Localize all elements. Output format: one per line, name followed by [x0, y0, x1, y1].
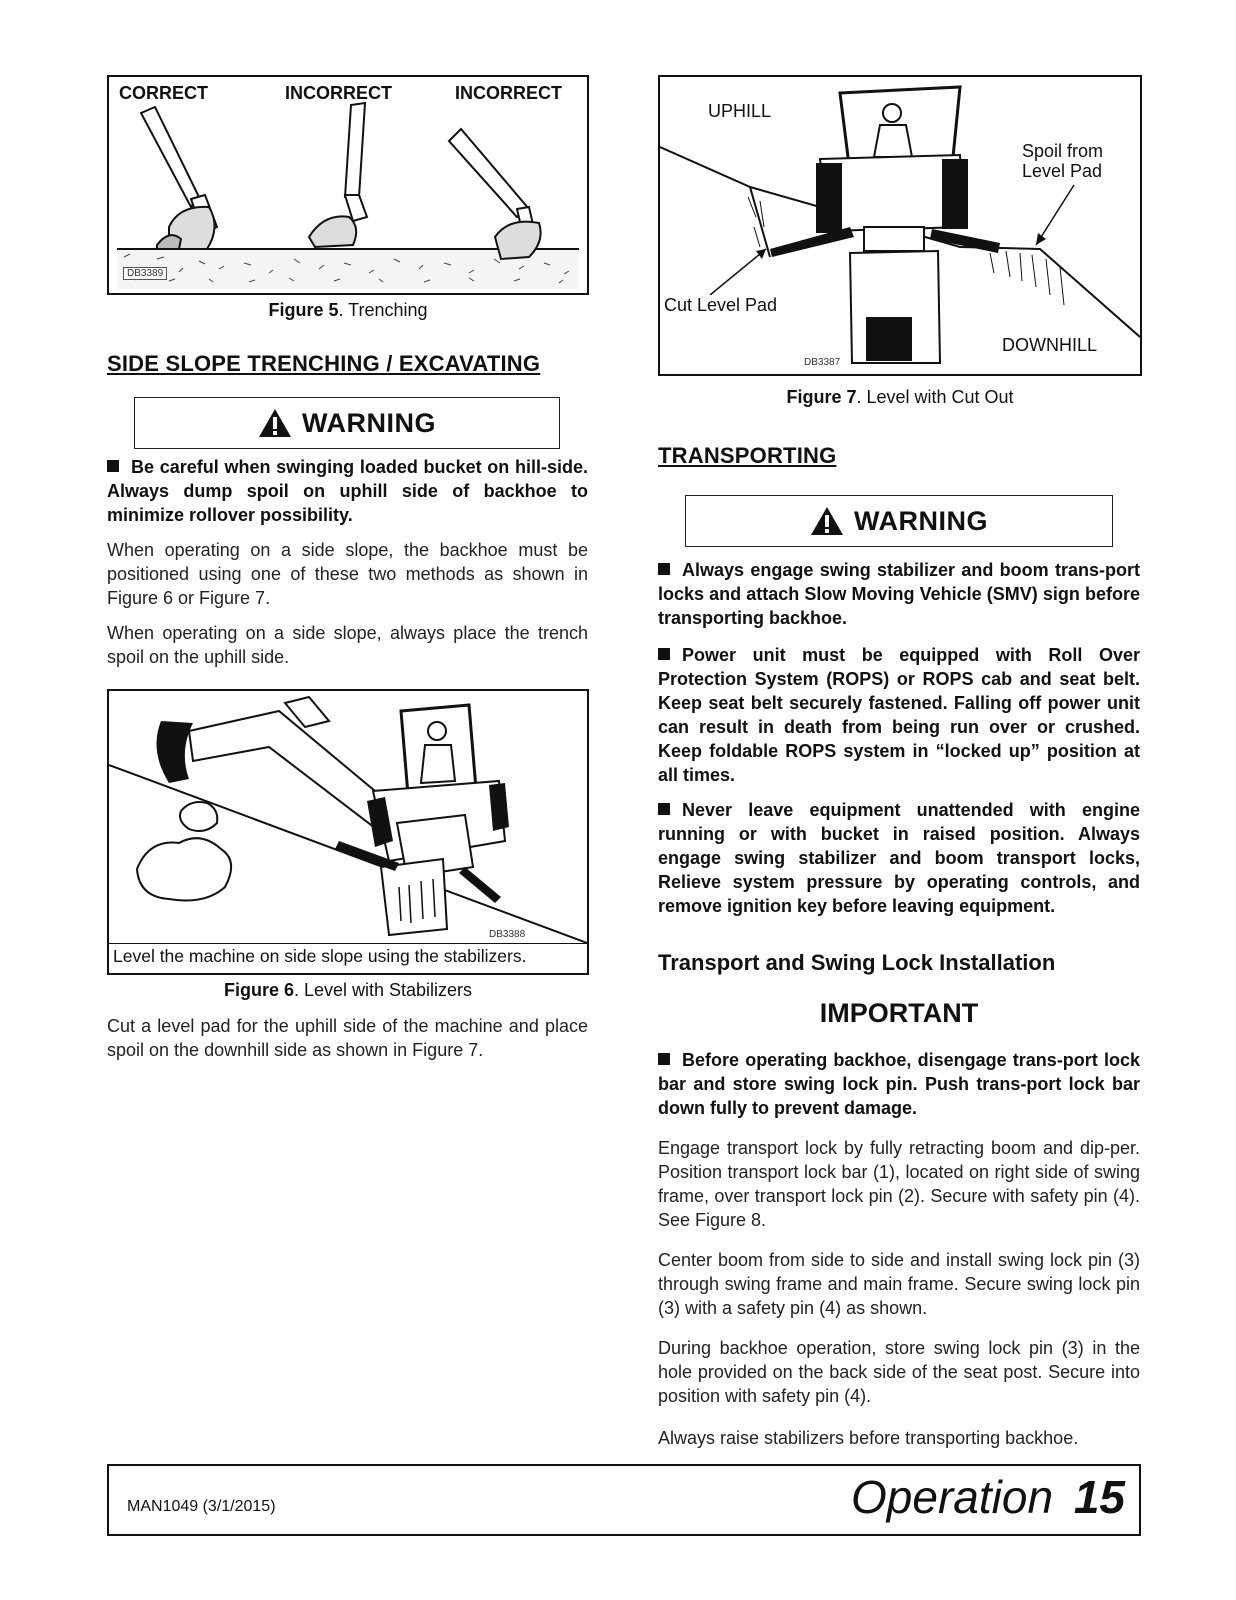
footer-page-number: 15: [1073, 1471, 1125, 1523]
paragraph-side-slope-1: When operating on a side slope, the backhoe must be positioned using one of these two methods as shown in Figure 6 or Figure 7.: [107, 540, 588, 608]
figure-7-caption: [658, 387, 1142, 408]
warning-1-text: [107, 455, 588, 527]
figure-5-label-incorrect-1: INCORRECT: [285, 83, 392, 103]
figure-6-level-with-stabilizers: [107, 689, 589, 975]
page-footer: [107, 1464, 1141, 1536]
figure-5-label-correct: CORRECT: [119, 83, 208, 103]
warning-2-item-2-text: Power unit must be equipped with Roll Over Protection System (ROPS) or ROPS cab and seat belt. Keep seat belt securely fastened. Falling off power unit can result in death from being run over or crushed. Keep foldable ROPS system in “locked up” position at all times.: [658, 645, 1140, 785]
bullet-square-icon: [658, 1053, 670, 1065]
figure-6-inner-caption: Level the machine on side slope using the stabilizers.: [113, 946, 527, 966]
warning-1-text-content: Be careful when swinging loaded bucket on hill-side. Always dump spoil on uphill side of backhoe to minimize rollover possibility.: [107, 457, 588, 525]
figure-5-label-incorrect-2: INCORRECT: [455, 83, 562, 103]
warning-triangle-icon: [810, 506, 844, 536]
footer-section-name: Operation: [851, 1471, 1054, 1523]
warning-box-1: [134, 397, 560, 449]
figure-5-illustration: [109, 77, 587, 293]
subsection-heading-transport-swing-lock: Transport and Swing Lock Installation: [658, 950, 1056, 975]
figure-7-code: DB3387: [804, 357, 841, 368]
figure-5-code: DB3389: [123, 267, 167, 280]
footer-manual-id: MAN1049 (3/1/2015): [127, 1498, 276, 1515]
warning-2-item-2: [658, 643, 1140, 787]
figure-7-caption-number: Figure 7: [786, 387, 857, 407]
paragraph-side-slope-2: When operating on a side slope, always place the trench spoil on the uphill side.: [107, 623, 588, 667]
figure-5-caption: [107, 300, 589, 321]
important-text-content: Before operating backhoe, disengage trans-port lock bar and store swing lock pin. Push trans-port lock bar down fully to prevent damage.: [658, 1050, 1140, 1118]
figure-6-caption-number: Figure 6: [223, 980, 294, 1000]
bullet-square-icon: [658, 648, 670, 660]
figure-7-label-uphill: UPHILL: [708, 101, 772, 121]
warning-label-2: WARNING: [854, 505, 988, 536]
important-text: [658, 1048, 1140, 1120]
figure-6-caption: [107, 980, 589, 1001]
warning-label-1: WARNING: [302, 407, 436, 438]
paragraph-transport-2: Center boom from side to side and install swing lock pin (3) through swing frame and main frame. Secure swing lock pin (3) with a safety pin (4) as shown.: [658, 1250, 1140, 1318]
figure-6-code: DB3388: [489, 929, 526, 940]
warning-2-item-1-text: Always engage swing stabilizer and boom trans-port locks and attach Slow Moving Vehicle (SMV) sign before transporting backhoe.: [658, 560, 1140, 628]
figure-6-caption-text: . Level with Stabilizers: [293, 980, 473, 1000]
paragraph-cut-level-pad: Cut a level pad for the uphill side of the machine and place spoil on the downhill side as shown in Figure 7.: [107, 1016, 588, 1060]
warning-2-item-1: [658, 558, 1140, 630]
figure-7-label-cut: Cut Level Pad: [664, 295, 778, 315]
figure-6-divider: [109, 943, 587, 944]
paragraph-transport-4: Always raise stabilizers before transporting backhoe.: [658, 1428, 1079, 1448]
paragraph-transport-3: During backhoe operation, store swing lock pin (3) in the hole provided on the back side of the seat post. Secure into position with safety pin (4).: [658, 1338, 1140, 1406]
figure-5-caption-number: Figure 5: [268, 300, 339, 320]
section-heading-side-slope: SIDE SLOPE TRENCHING / EXCAVATING: [107, 351, 541, 376]
figure-7-level-with-cut-out: [658, 75, 1142, 376]
bullet-square-icon: [658, 563, 670, 575]
paragraph-transport-1: Engage transport lock by fully retracting boom and dip-per. Position transport lock bar (1), located on right side of swing frame, over transport lock pin (2). Secure with safety pin (4). See Figure 8.: [658, 1138, 1140, 1230]
bullet-square-icon: [658, 803, 670, 815]
figure-7-label-downhill: DOWNHILL: [1002, 335, 1098, 355]
warning-2-item-3: [658, 798, 1140, 918]
warning-triangle-icon: [258, 408, 292, 438]
figure-5-caption-text: . Trenching: [338, 300, 428, 320]
section-heading-transporting: TRANSPORTING: [658, 443, 837, 468]
figure-7-caption-text: . Level with Cut Out: [856, 387, 1014, 407]
footer-section-title: [851, 1470, 1125, 1524]
warning-box-2: [685, 495, 1113, 547]
bullet-square-icon: [107, 460, 119, 472]
important-heading: IMPORTANT: [819, 998, 979, 1028]
figure-7-label-spoil: Spoil from Level Pad: [1022, 141, 1104, 181]
warning-2-item-3-text: Never leave equipment unattended with engine running or with bucket in raised position. Always engage swing stabilizer and boom transport locks, Relieve system pressure by operating controls, and remove ignition key before leaving equipment.: [658, 800, 1140, 916]
figure-5-trenching: [107, 75, 589, 295]
